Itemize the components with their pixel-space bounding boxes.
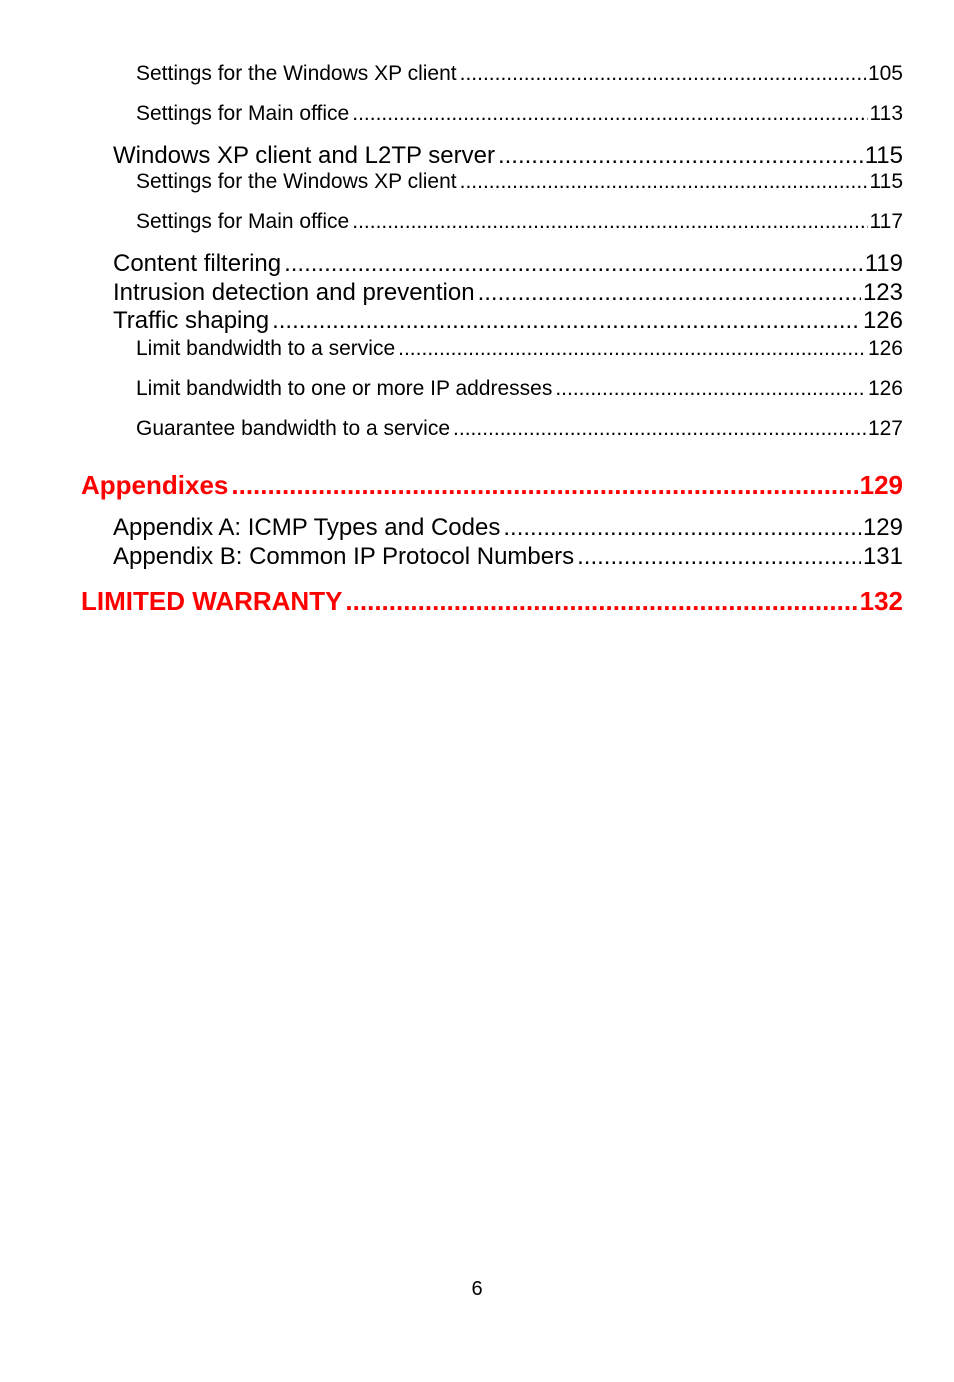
toc-entry[interactable] — [136, 102, 903, 126]
toc-leader-dots — [460, 62, 866, 86]
toc-entry[interactable] — [113, 307, 903, 335]
toc-entry-page: 115 — [864, 142, 903, 169]
toc-entry-page: 129 — [862, 514, 903, 541]
toc-entry-title: Limit bandwidth to one or more IP addresses — [136, 377, 553, 400]
toc-entry-page: 131 — [862, 543, 903, 570]
toc-entry-page: 126 — [867, 377, 903, 400]
toc-leader-dots — [352, 102, 867, 126]
toc-entry-page: 119 — [864, 250, 903, 277]
toc-entry[interactable] — [136, 62, 903, 86]
toc-entry-page: 132 — [859, 586, 903, 616]
toc-entry-page: 113 — [869, 102, 903, 125]
toc-entry-page: 123 — [862, 279, 903, 306]
toc-entry[interactable] — [136, 417, 903, 441]
toc-leader-dots — [352, 210, 867, 234]
toc-entry-title: Windows XP client and L2TP server — [113, 142, 495, 169]
toc-entry[interactable] — [136, 210, 903, 234]
toc-entry[interactable] — [136, 170, 903, 194]
toc-entry-title: Appendix A: ICMP Types and Codes — [113, 514, 501, 541]
toc-entry[interactable] — [113, 142, 903, 170]
toc-entry-title: Settings for the Windows XP client — [136, 62, 457, 85]
toc-leader-dots — [498, 142, 863, 170]
toc-leader-dots — [460, 170, 868, 194]
toc-entry-page: 117 — [869, 210, 903, 233]
toc-entry-title: Limit bandwidth to a service — [136, 337, 396, 360]
toc-entry-title: Settings for Main office — [136, 210, 350, 233]
toc-leader-dots — [478, 279, 861, 307]
toc-entry-page: 129 — [859, 470, 903, 500]
toc-entry-page: 105 — [867, 62, 903, 85]
toc-leader-dots — [345, 586, 857, 617]
toc-leader-dots — [453, 417, 866, 441]
toc-entry-title: Appendixes — [81, 470, 229, 500]
toc-entry-title: Guarantee bandwidth to a service — [136, 417, 451, 440]
toc-entry-title: Content filtering — [113, 250, 282, 277]
toc-entry[interactable] — [113, 250, 903, 278]
toc-entry-title: Appendix B: Common IP Protocol Numbers — [113, 543, 575, 570]
toc-chapter-entry[interactable] — [81, 470, 903, 501]
toc-entry-page: 127 — [867, 417, 903, 440]
toc-leader-dots — [577, 543, 861, 571]
toc-entry-title: Settings for the Windows XP client — [136, 170, 457, 193]
toc-leader-dots — [503, 514, 861, 542]
toc-entry-title: Traffic shaping — [113, 307, 270, 334]
toc-entry-title: Intrusion detection and prevention — [113, 279, 475, 306]
toc-entry[interactable] — [113, 514, 903, 542]
toc-leader-dots — [284, 250, 863, 278]
toc-entry-page: 126 — [867, 337, 903, 360]
toc-entry-page: 115 — [869, 170, 903, 193]
page-number: 6 — [471, 1278, 483, 1300]
toc-entry-title: LIMITED WARRANTY — [81, 586, 343, 616]
toc-leader-dots — [272, 307, 861, 335]
toc-entry-page: 126 — [862, 307, 903, 334]
toc-leader-dots — [555, 377, 866, 401]
toc-entry[interactable] — [136, 377, 903, 401]
toc-entry[interactable] — [113, 543, 903, 571]
toc-leader-dots — [231, 470, 857, 501]
toc-entry-title: Settings for Main office — [136, 102, 350, 125]
toc-entry[interactable] — [136, 337, 903, 361]
toc-leader-dots — [398, 337, 866, 361]
toc-chapter-entry[interactable] — [81, 586, 903, 617]
toc-entry[interactable] — [113, 279, 903, 307]
